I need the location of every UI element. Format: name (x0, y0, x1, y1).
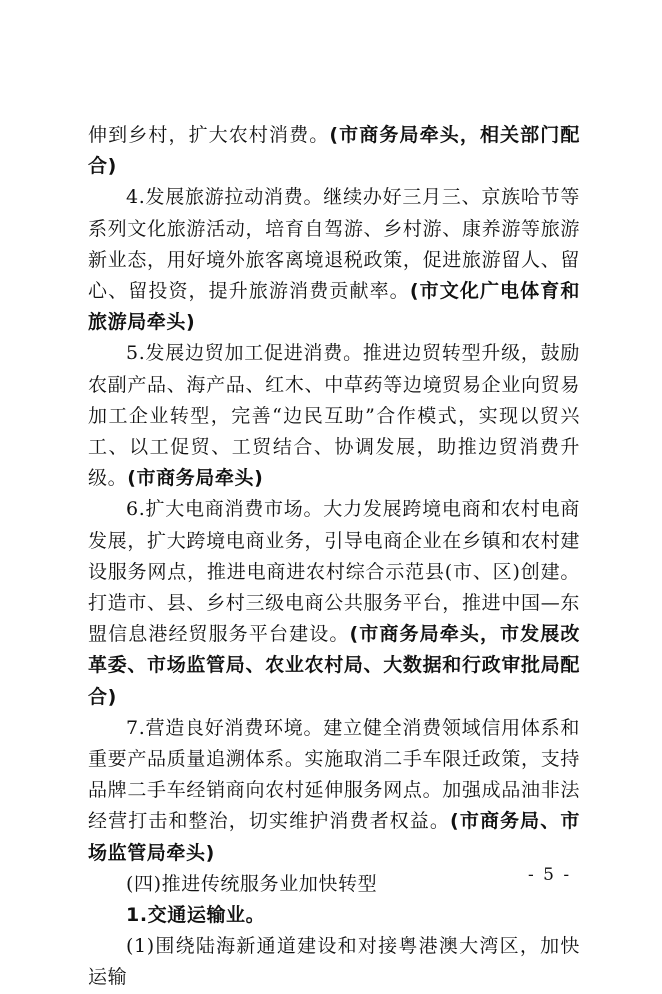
paragraph-continued (88, 120, 580, 182)
page-number: - 5 - (528, 865, 572, 885)
lead-department: (市商务局牵头) (127, 467, 264, 490)
paragraph-item-7 (88, 713, 580, 869)
paragraph-text: 7.营造良好消费环境。建立健全消费领域信用体系和重要产品质量追溯体系。实施取消二手车限迁政策，支持品牌二手车经销商向农村延伸服务网点。加强成品油非法经营打击和整治，切实维护消费者权益。 (88, 716, 580, 833)
subheading: 1.交通运输业。 (126, 904, 266, 927)
lead-department: (市文化广电体育和旅游局牵头) (88, 280, 580, 334)
body-text (88, 120, 580, 994)
paragraph-item-5 (88, 338, 580, 494)
section-heading: (四)推进传统服务业加快转型 (126, 872, 378, 895)
paragraph-last-line: (1)围绕陆海新通道建设和对接粤港澳大湾区，加快运输 (88, 935, 580, 989)
paragraph-text: 伸到乡村，扩大农村消费。 (88, 124, 330, 146)
paragraph-text: 5.发展边贸加工促进消费。推进边贸转型升级，鼓励农副产品、海产品、红木、中草药等边境贸易企业向贸易加工企业转型，完善“边民互助”合作模式，实现以贸兴工、以工促贸、工贸结合、协调发展，助推边贸消费升级。 (88, 342, 580, 490)
paragraph-text: 4.发展旅游拉动消费。继续办好三月三、京族哈节等系列文化旅游活动，培育自驾游、乡村游、康养游等旅游新业态，用好境外旅客离境退税政策，促进旅游留人、留心、留投资，提升旅游消费贡献率。 (88, 186, 580, 303)
paragraph-item-4 (88, 182, 580, 338)
lead-department: (市商务局、市场监管局牵头) (88, 810, 580, 864)
paragraph-item-6 (88, 494, 580, 712)
paragraph-text: 6.扩大电商消费市场。大力发展跨境电商和农村电商发展，扩大跨境电商业务，引导电商企业在乡镇和农村建设服务网点，推进电商进农村综合示范县(市、区)创建。打造市、县、乡村三级电商公共服务平台，推进中国—东盟信息港经贸服务平台建设。 (88, 498, 580, 646)
lead-department: (市商务局牵头，相关部门配合) (88, 124, 580, 178)
lead-department: (市商务局牵头，市发展改革委、市场监管局、农业农村局、大数据和行政审批局配合) (88, 623, 580, 708)
